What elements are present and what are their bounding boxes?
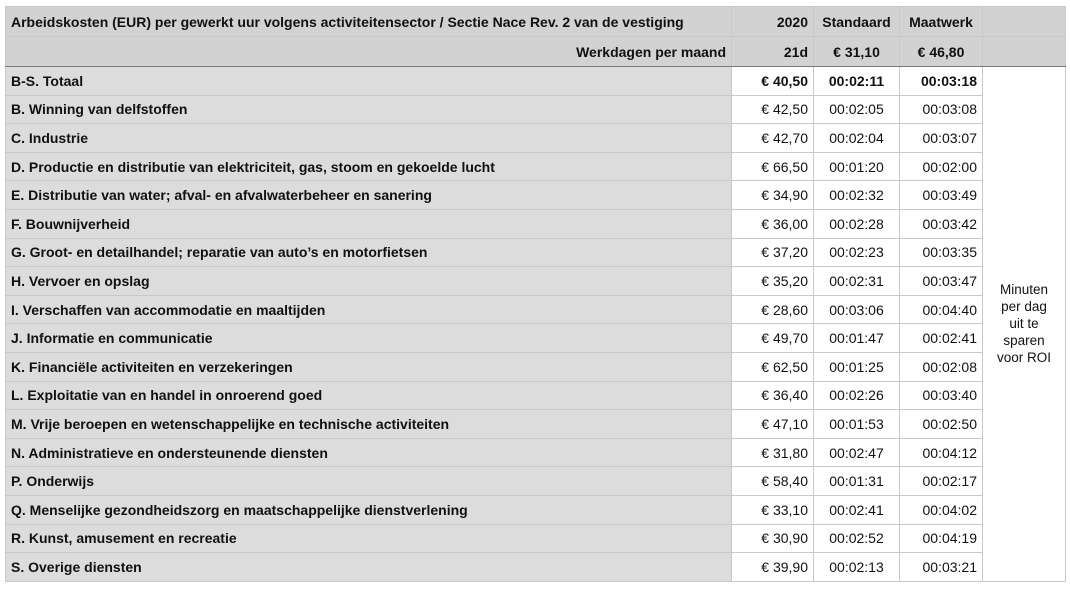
custom-time-cell[interactable]: 00:04:12: [900, 438, 983, 467]
cost-cell[interactable]: € 36,00: [732, 209, 814, 238]
table-row: [6, 495, 1066, 524]
standard-time-cell[interactable]: 00:02:23: [814, 238, 900, 267]
cost-cell[interactable]: € 49,70: [732, 324, 814, 353]
custom-time-cell[interactable]: 00:03:18: [900, 67, 983, 96]
custom-time-cell[interactable]: 00:03:21: [900, 553, 983, 582]
table-row: [6, 238, 1066, 267]
roi-note-line: per dag: [1001, 299, 1047, 315]
cost-cell[interactable]: € 28,60: [732, 295, 814, 324]
cost-cell[interactable]: € 42,50: [732, 95, 814, 124]
sector-cell[interactable]: C. Industrie: [6, 124, 732, 153]
sector-cell[interactable]: R. Kunst, amusement en recreatie: [6, 524, 732, 553]
sector-cell[interactable]: S. Overige diensten: [6, 553, 732, 582]
custom-price[interactable]: € 46,80: [900, 37, 983, 67]
workdays-label[interactable]: Werkdagen per maand: [6, 37, 732, 67]
roi-note-line: uit te: [1009, 316, 1039, 332]
col-header-standard[interactable]: Standaard: [814, 7, 900, 37]
sector-cell[interactable]: F. Bouwnijverheid: [6, 209, 732, 238]
sector-cell[interactable]: K. Financiële activiteiten en verzekeringen: [6, 352, 732, 381]
sector-cell[interactable]: B-S. Totaal: [6, 67, 732, 96]
table-row: [6, 209, 1066, 238]
cost-cell[interactable]: € 36,40: [732, 381, 814, 410]
header-empty-cell[interactable]: [983, 7, 1066, 37]
cost-cell[interactable]: € 33,10: [732, 495, 814, 524]
table-row: [6, 152, 1066, 181]
header-row: [6, 7, 1066, 37]
standard-time-cell[interactable]: 00:02:26: [814, 381, 900, 410]
sector-cell[interactable]: D. Productie en distributie van elektriciteit, gas, stoom en gekoelde lucht: [6, 152, 732, 181]
sector-cell[interactable]: G. Groot- en detailhandel; reparatie van auto’s en motorfietsen: [6, 238, 732, 267]
col-header-year[interactable]: 2020: [732, 7, 814, 37]
table-row: [6, 352, 1066, 381]
roi-note-line: voor ROI: [996, 350, 1051, 366]
standard-time-cell[interactable]: 00:02:28: [814, 209, 900, 238]
table-row: [6, 95, 1066, 124]
labor-cost-table: [5, 6, 1066, 582]
sector-cell[interactable]: M. Vrije beroepen en wetenschappelijke en technische activiteiten: [6, 410, 732, 439]
sector-cell[interactable]: E. Distributie van water; afval- en afvalwaterbeheer en sanering: [6, 181, 732, 210]
standard-time-cell[interactable]: 00:02:32: [814, 181, 900, 210]
sector-cell[interactable]: H. Vervoer en opslag: [6, 267, 732, 296]
sector-cell[interactable]: J. Informatie en communicatie: [6, 324, 732, 353]
roi-note-line: sparen: [1003, 333, 1045, 349]
sector-cell[interactable]: B. Winning van delfstoffen: [6, 95, 732, 124]
standard-price[interactable]: € 31,10: [814, 37, 900, 67]
standard-time-cell[interactable]: 00:02:47: [814, 438, 900, 467]
cost-cell[interactable]: € 66,50: [732, 152, 814, 181]
standard-time-cell[interactable]: 00:02:04: [814, 124, 900, 153]
cost-cell[interactable]: € 30,90: [732, 524, 814, 553]
table-row: [6, 410, 1066, 439]
table-row: [6, 438, 1066, 467]
cost-cell[interactable]: € 47,10: [732, 410, 814, 439]
table-row: [6, 524, 1066, 553]
cost-cell[interactable]: € 39,90: [732, 553, 814, 582]
standard-time-cell[interactable]: 00:02:05: [814, 95, 900, 124]
table-row: [6, 467, 1066, 496]
table-body: [6, 67, 1066, 582]
table-title[interactable]: Arbeidskosten (EUR) per gewerkt uur volgens activiteitensector / Sectie Nace Rev. 2 van de vestiging: [6, 7, 732, 37]
standard-time-cell[interactable]: 00:02:13: [814, 553, 900, 582]
standard-time-cell[interactable]: 00:01:20: [814, 152, 900, 181]
custom-time-cell[interactable]: 00:02:08: [900, 352, 983, 381]
standard-time-cell[interactable]: 00:01:47: [814, 324, 900, 353]
table-row: [6, 181, 1066, 210]
custom-time-cell[interactable]: 00:02:00: [900, 152, 983, 181]
standard-time-cell[interactable]: 00:02:11: [814, 67, 900, 96]
table-row: [6, 124, 1066, 153]
custom-time-cell[interactable]: 00:03:47: [900, 267, 983, 296]
custom-time-cell[interactable]: 00:04:40: [900, 295, 983, 324]
cost-cell[interactable]: € 58,40: [732, 467, 814, 496]
cost-cell[interactable]: € 31,80: [732, 438, 814, 467]
standard-time-cell[interactable]: 00:02:41: [814, 495, 900, 524]
table-row: [6, 67, 1066, 96]
roi-note-line: Minuten: [999, 282, 1049, 298]
cost-cell[interactable]: € 37,20: [732, 238, 814, 267]
table-row: [6, 267, 1066, 296]
sector-cell[interactable]: Q. Menselijke gezondheidszorg en maatschappelijke dienstverlening: [6, 495, 732, 524]
table-row: [6, 324, 1066, 353]
cost-cell[interactable]: € 34,90: [732, 181, 814, 210]
spreadsheet: [5, 6, 1065, 582]
sector-cell[interactable]: P. Onderwijs: [6, 467, 732, 496]
table-row: [6, 381, 1066, 410]
subheader-row: [6, 37, 1066, 67]
table-row: [6, 295, 1066, 324]
standard-time-cell[interactable]: 00:01:53: [814, 410, 900, 439]
custom-time-cell[interactable]: 00:02:17: [900, 467, 983, 496]
roi-note-cell[interactable]: [983, 67, 1066, 582]
standard-time-cell[interactable]: 00:02:52: [814, 524, 900, 553]
custom-time-cell[interactable]: 00:03:42: [900, 209, 983, 238]
standard-time-cell[interactable]: 00:03:06: [814, 295, 900, 324]
custom-time-cell[interactable]: 00:02:41: [900, 324, 983, 353]
col-header-custom[interactable]: Maatwerk: [900, 7, 983, 37]
custom-time-cell[interactable]: 00:03:08: [900, 95, 983, 124]
custom-time-cell[interactable]: 00:03:35: [900, 238, 983, 267]
workdays-value[interactable]: 21d: [732, 37, 814, 67]
custom-time-cell[interactable]: 00:03:49: [900, 181, 983, 210]
subheader-empty-cell[interactable]: [983, 37, 1066, 67]
custom-time-cell[interactable]: 00:04:02: [900, 495, 983, 524]
cost-cell[interactable]: € 62,50: [732, 352, 814, 381]
standard-time-cell[interactable]: 00:01:25: [814, 352, 900, 381]
custom-time-cell[interactable]: 00:04:19: [900, 524, 983, 553]
cost-cell[interactable]: € 35,20: [732, 267, 814, 296]
sector-cell[interactable]: L. Exploitatie van en handel in onroerend goed: [6, 381, 732, 410]
sector-cell[interactable]: I. Verschaffen van accommodatie en maaltijden: [6, 295, 732, 324]
custom-time-cell[interactable]: 00:03:40: [900, 381, 983, 410]
cost-cell[interactable]: € 42,70: [732, 124, 814, 153]
sector-cell[interactable]: N. Administratieve en ondersteunende diensten: [6, 438, 732, 467]
standard-time-cell[interactable]: 00:02:31: [814, 267, 900, 296]
custom-time-cell[interactable]: 00:02:50: [900, 410, 983, 439]
table-row: [6, 553, 1066, 582]
cost-cell[interactable]: € 40,50: [732, 67, 814, 96]
standard-time-cell[interactable]: 00:01:31: [814, 467, 900, 496]
custom-time-cell[interactable]: 00:03:07: [900, 124, 983, 153]
